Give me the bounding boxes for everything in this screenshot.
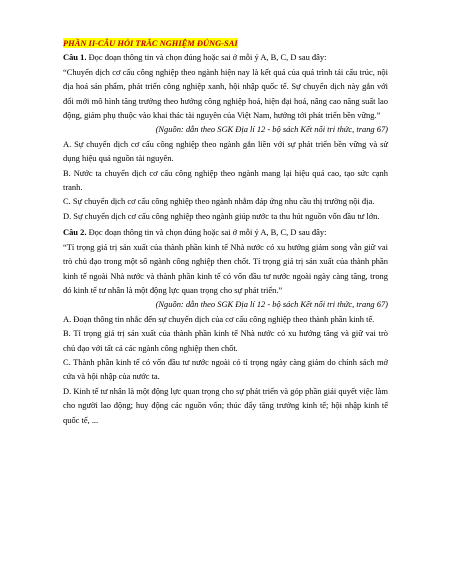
- question-1-source: (Nguồn: dẫn theo SGK Địa lí 12 - bộ sách Kết nối tri thức, trang 67): [155, 124, 388, 135]
- question-2-option-a: A. Đoạn thông tin nhắc đến sự chuyển dịch của cơ cấu công nghiệp theo thành phần kinh tế.: [63, 313, 375, 324]
- question-2: [63, 225, 388, 427]
- question-2-prompt-text: Đọc đoạn thông tin và chọn đúng hoặc sai ở mỗi ý A, B, C, D sau đây:: [88, 227, 327, 238]
- question-1-option-d: D. Sự chuyển dịch cơ cấu công nghiệp theo ngành giúp nước ta thu hút nguồn vốn đầu tư lớn.: [63, 210, 380, 221]
- question-1-option-a: A. Sự chuyển dịch cơ cấu công nghiệp theo ngành gắn liền với sự phát triển bền vững và sử dụng hiệu quả nguồn tài nguyên.: [63, 138, 388, 164]
- question-2-source: (Nguồn: dẫn theo SGK Địa lí 12 - bộ sách Kết nối tri thức, trang 67): [155, 299, 388, 310]
- question-2-option-b: B. Tỉ trọng giá trị sản xuất của thành phần kinh tế Nhà nước có xu hướng tăng và giữ vai trò chủ đạo với tất cả các ngành công nghiệp then chốt.: [63, 328, 388, 353]
- question-1-prompt-text: Đọc đoạn thông tin và chọn đúng hoặc sai ở mỗi ý A, B, C, D sau đây:: [88, 52, 327, 63]
- question-2-option-c: C. Thành phần kinh tế có vốn đầu tư nước ngoài có tỉ trọng ngày càng giảm do chính sách mở cửa và hội nhập của nước ta.: [63, 356, 388, 382]
- question-1-passage: “Chuyển dịch cơ cấu công nghiệp theo ngành hiện nay là kết quả của quá trình tái cấu trúc, nội địa hoá sản phẩm, phát triển công nghiệp xanh, hội nhập quốc tế. Sự chuyển dịch này gắn với đổi mới mô hình tăng trưởng theo hướng công nghiệp hoá, hiện đại hoá, nâng cao năng suất lao động, giảm phụ thuộc vào khai thác tài nguyên của Việt Nam, hướng tới phát triển bền vững.”: [63, 66, 388, 121]
- question-1-prompt: [63, 50, 388, 64]
- question-1-label: Câu 1.: [63, 52, 87, 63]
- question-2-passage: “Tỉ trọng giá trị sản xuất của thành phần kinh tế Nhà nước có xu hướng giảm song vẫn giữ vai trò chủ đạo trong một số ngành công nghiệp then chốt. Tỉ trọng giá trị sản xuất của thành phần kinh tế ngoài Nhà nước và thành phần kinh tế có vốn đầu tư nước ngoài ngày càng tăng, trong đó kinh tế tư nhân là một động lực quan trọng cho sự phát triển.”: [63, 241, 388, 295]
- question-2-prompt: [63, 225, 388, 239]
- question-2-label: Câu 2.: [63, 227, 87, 238]
- document-page: [63, 36, 388, 427]
- question-1: [63, 50, 388, 223]
- section-heading: [63, 36, 388, 50]
- section-heading-text: PHẦN II-CÂU HỎI TRẮC NGHIỆM ĐÚNG-SAI: [63, 38, 238, 48]
- question-2-option-d: D. Kinh tế tư nhân là một động lực quan trọng cho sự phát triển và góp phần giải quyết việc làm cho người lao động; huy động các nguồn vốn; thúc đẩy tăng trưởng kinh tế; hội nhập kinh tế quốc tế, ...: [63, 385, 388, 425]
- question-1-option-b: B. Nước ta chuyển dịch cơ cấu công nghiệp theo ngành mang lại hiệu quả cao, tạo sức cạnh tranh.: [63, 167, 388, 193]
- question-1-option-c: C. Sự chuyển dịch cơ cấu công nghiệp theo ngành nhằm đáp ứng nhu cầu thị trường nội địa.: [63, 196, 375, 207]
